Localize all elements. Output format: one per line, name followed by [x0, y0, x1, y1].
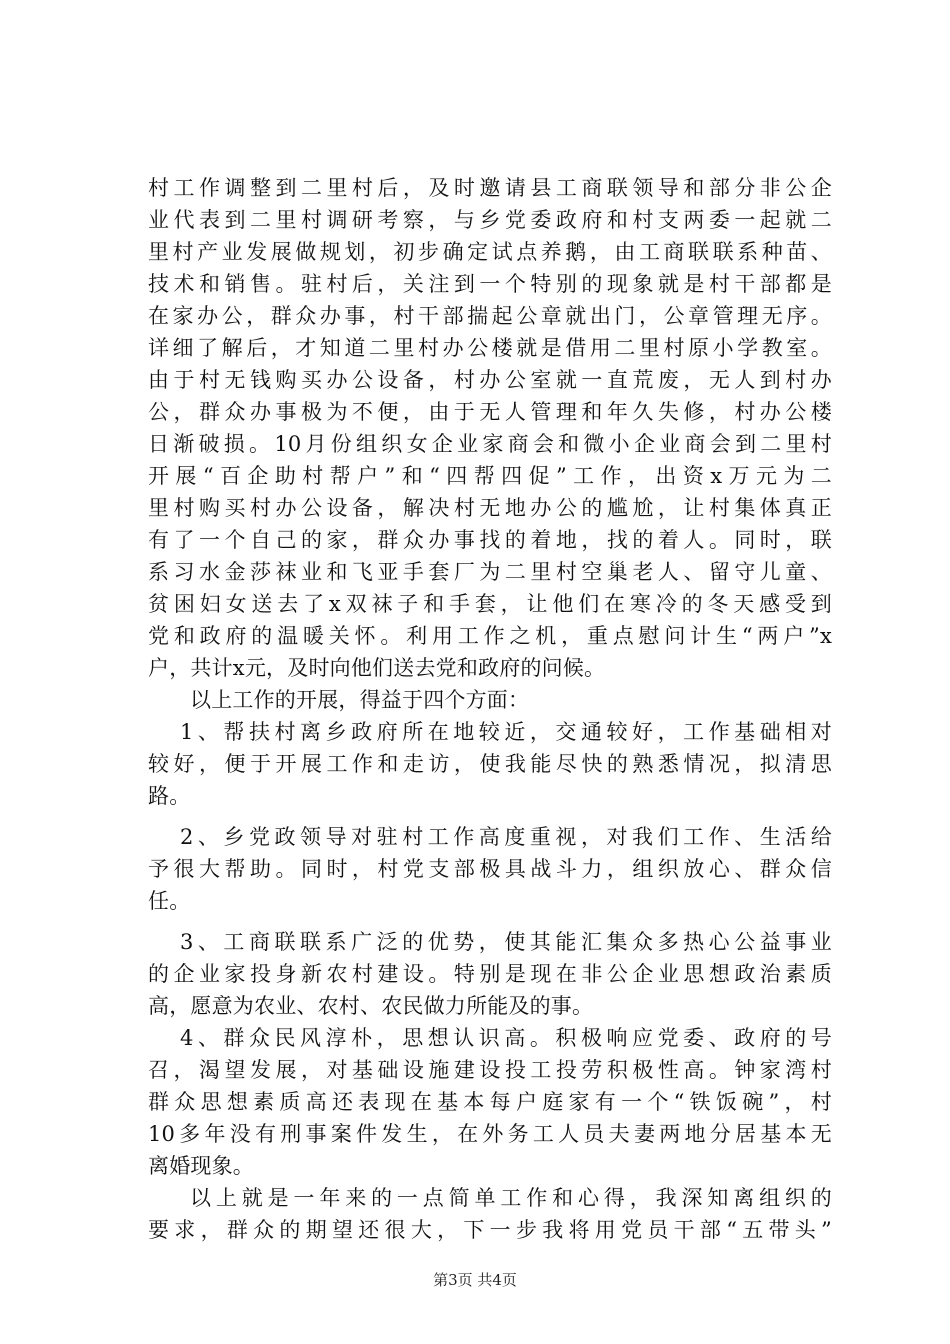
text-line: 由于村无钱购买办公设备，村办公室就一直荒废，无人到村办 — [148, 368, 832, 392]
text-line: 离婚现象。 — [148, 1154, 254, 1178]
text-line: 有了一个自己的家，群众办事找的着地，找的着人。同时，联 — [148, 528, 832, 552]
text-line: 在家办公，群众办事，村干部揣起公章就出门，公章管理无序。 — [148, 304, 832, 328]
text-line: 村工作调整到二里村后，及时邀请县工商联领导和部分非公企 — [148, 176, 832, 200]
list-item-2: 2、乡党政领导对驻村工作高度重视，对我们工作、生活给 — [180, 825, 832, 849]
text-line: 召，渴望发展，对基础设施建设投工投劳积极性高。钟家湾村 — [148, 1058, 832, 1082]
list-item-4: 4、群众民风淳朴，思想认识高。积极响应党委、政府的号 — [180, 1026, 832, 1050]
text-line: 详细了解后，才知道二里村办公楼就是借用二里村原小学教室。 — [148, 336, 832, 360]
text-line: 技术和销售。驻村后，关注到一个特别的现象就是村干部都是 — [148, 272, 832, 296]
text-line: 高，愿意为农业、农村、农民做力所能及的事。 — [148, 994, 594, 1018]
text-line: 日渐破损。10月份组织女企业家商会和微小企业商会到二里村 — [148, 432, 832, 456]
text-line: 10多年没有刑事案件发生，在外务工人员夫妻两地分居基本无 — [148, 1122, 832, 1146]
text-line: 公，群众办事极为不便，由于无人管理和年久失修，村办公楼 — [148, 400, 832, 424]
text-line: 贫困妇女送去了x双袜子和手套，让他们在寒冷的冬天感受到 — [148, 592, 832, 616]
page-footer: 第3页 共4页 — [433, 1271, 517, 1289]
list-item-1: 1、帮扶村离乡政府所在地较近，交通较好，工作基础相对 — [180, 720, 832, 744]
text-line: 要求，群众的期望还很大，下一步我将用党员干部“五带头” — [148, 1218, 832, 1242]
text-line: 系习水金莎袜业和飞亚手套厂为二里村空巢老人、留守儿童、 — [148, 560, 832, 584]
text-line: 任。 — [148, 889, 191, 913]
list-item-3: 3、工商联联系广泛的优势，使其能汇集众多热心公益事业 — [180, 930, 832, 954]
document-body — [148, 172, 832, 1246]
text-line: 群众思想素质高还表现在基本每户庭家有一个“铁饭碗”，村 — [148, 1090, 832, 1114]
text-line: 业代表到二里村调研考察，与乡党委政府和村支两委一起就二 — [148, 208, 832, 232]
text-line: 里村购买村办公设备，解决村无地办公的尴尬，让村集体真正 — [148, 496, 832, 520]
paragraph-heading: 以上工作的开展，得益于四个方面： — [190, 688, 530, 712]
text-line: 的企业家投身新农村建设。特别是现在非公企业思想政治素质 — [148, 962, 832, 986]
text-line: 开展“百企助村帮户”和“四帮四促”工作，出资x万元为二 — [148, 464, 832, 488]
closing-paragraph: 以上就是一年来的一点简单工作和心得，我深知离组织的 — [190, 1186, 832, 1210]
text-line: 路。 — [148, 784, 191, 808]
text-line: 较好，便于开展工作和走访，使我能尽快的熟悉情况，拟清思 — [148, 752, 832, 776]
text-line: 予很大帮助。同时，村党支部极具战斗力，组织放心、群众信 — [148, 857, 832, 881]
text-line: 里村产业发展做规划，初步确定试点养鹅，由工商联联系种苗、 — [148, 240, 832, 264]
text-line: 户，共计x元，及时向他们送去党和政府的问候。 — [148, 656, 606, 680]
text-line: 党和政府的温暖关怀。利用工作之机，重点慰问计生“两户”x — [148, 624, 832, 648]
